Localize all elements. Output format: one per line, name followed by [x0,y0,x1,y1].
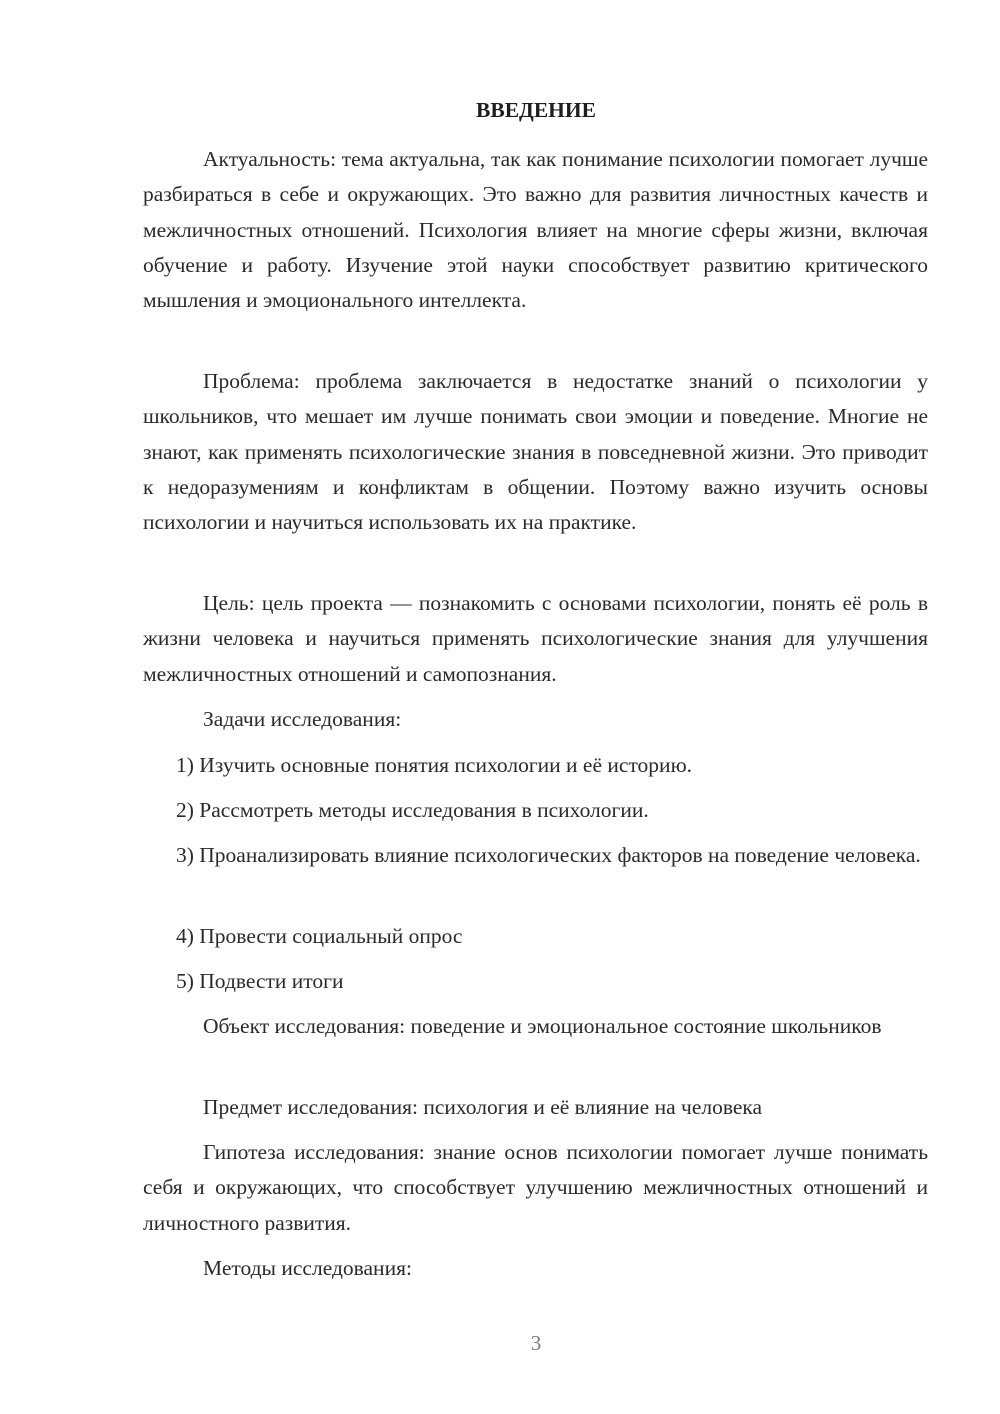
task-item-3: 3) Проанализировать влияние психологических факторов на поведение человека. [176,843,921,867]
paragraph-hypothesis: Гипотеза исследования: знание основ психологии помогает лучше понимать себя и окружающих, что способствует улучшению межличностных отношений и личностного развития. [143,1140,928,1235]
paragraph-methods-heading: Методы исследования: [203,1256,412,1280]
paragraph-tasks-heading: Задачи исследования: [203,707,402,731]
task-item-5: 5) Подвести итоги [176,969,344,993]
section-title: ВВЕДЕНИЕ [476,98,596,122]
paragraph-research-subject: Предмет исследования: психология и её влияние на человека [203,1095,763,1119]
paragraph-relevance: Актуальность: тема актуальна, так как понимание психологии помогает лучше разбираться в себе и окружающих. Это важно для развития личностных качеств и межличностных отношений. Психология влияет на многие сферы жизни, включая обучение и работу. Изучение этой науки способствует развитию критического мышления и эмоционального интеллекта. [143,147,928,313]
task-item-1: 1) Изучить основные понятия психологии и её историю. [176,753,692,777]
task-item-4: 4) Провести социальный опрос [176,924,463,948]
paragraph-goal: Цель: цель проекта — познакомить с основами психологии, понять её роль в жизни человека и научиться применять психологические знания для улучшения межличностных отношений и самопознания. [143,591,928,686]
paragraph-research-object: Объект исследования: поведение и эмоциональное состояние школьников [203,1014,882,1038]
task-item-2: 2) Рассмотреть методы исследования в психологии. [176,798,649,822]
page-number: 3 [530,1331,542,1355]
paragraph-problem: Проблема: проблема заключается в недостатке знаний о психологии у школьников, что мешает им лучше понимать свои эмоции и поведение. Многие не знают, как применять психологические знания в повседневной жизни. Это приводит к недоразумениям и конфликтам в общении. Поэтому важно изучить основы психологии и научиться использовать их на практике. [143,369,928,535]
